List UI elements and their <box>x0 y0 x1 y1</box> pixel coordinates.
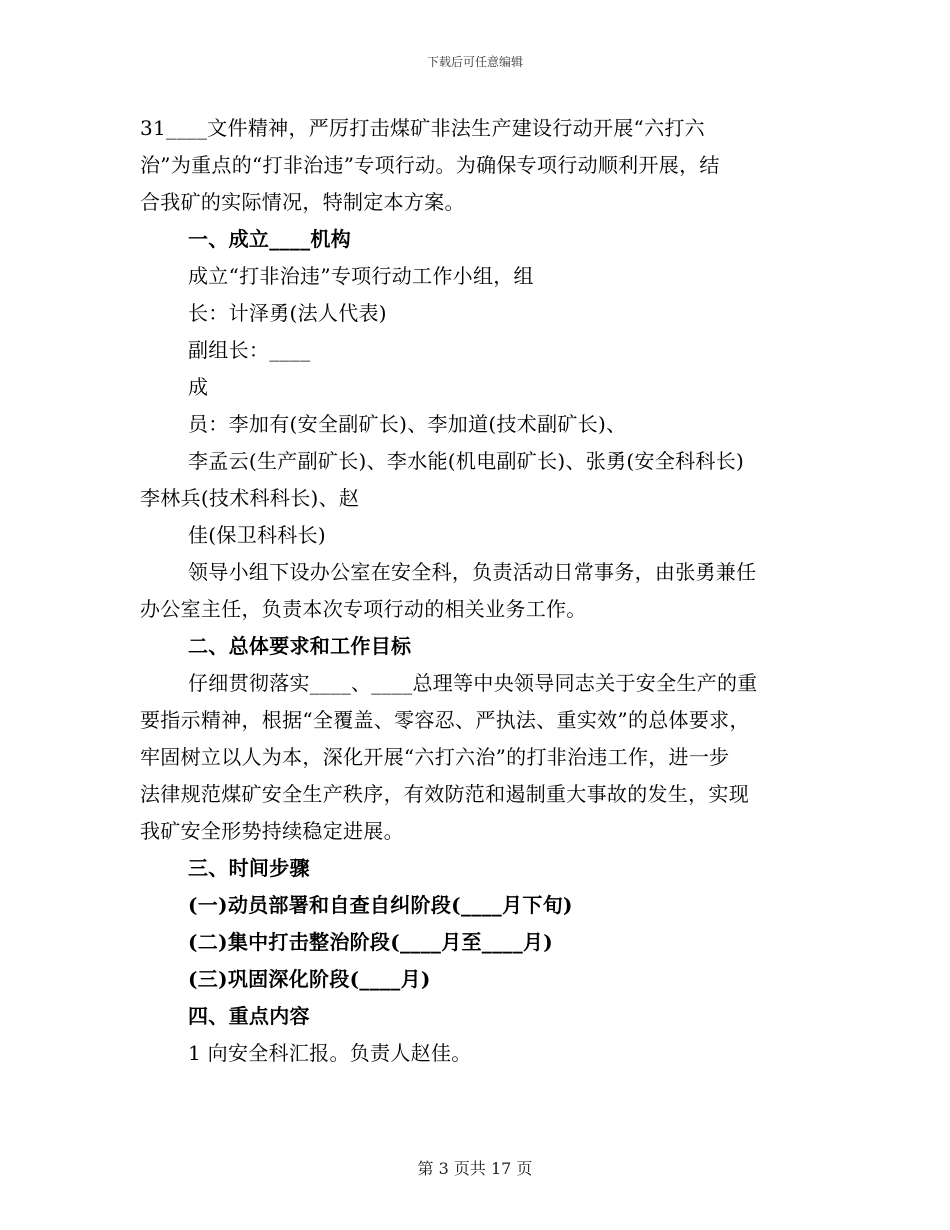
body-line: 1 向安全科汇报。负责人赵佳。 <box>188 1041 472 1065</box>
body-line: 佳(保卫科科长) <box>188 523 327 547</box>
section-heading: 二、总体要求和工作目标 <box>188 634 412 658</box>
body-line: 治”为重点的“打非治违”专项行动。为确保专项行动顺利开展，结 <box>140 153 720 177</box>
body-line: 李孟云(生产副矿长)、李水能(机电副矿长)、张勇(安全科科长) <box>188 449 745 473</box>
section-heading: 四、重点内容 <box>188 1004 310 1028</box>
body-line: 法律规范煤矿安全生产秩序，有效防范和遏制重大事故的发生，实现 <box>140 782 749 806</box>
body-line: 长：计泽勇(法人代表) <box>188 301 387 325</box>
document-body <box>140 110 810 1072</box>
body-line: 成 <box>188 375 209 399</box>
body-line: 要指示精神，根据“全覆盖、零容忍、严执法、重实效”的总体要求， <box>140 708 750 732</box>
body-line: 副组长：____ <box>188 338 311 362</box>
section-heading: 一、成立____机构 <box>188 227 351 251</box>
page-footer: 第 3 页共 17 页 <box>417 1159 533 1178</box>
body-line: 李林兵(技术科科长)、赵 <box>140 486 360 510</box>
subsection-heading: (三)巩固深化阶段(____月) <box>188 967 431 991</box>
body-line: 牢固树立以人为本，深化开展“六打六治”的打非治违工作，进一步 <box>140 745 730 769</box>
body-line: 成立“打非治违”专项行动工作小组，组 <box>188 264 534 288</box>
body-line: 我矿安全形势持续稳定进展。 <box>140 819 404 843</box>
body-line: 合我矿的实际情况，特制定本方案。 <box>140 190 465 214</box>
page-header: 下载后可任意编辑 <box>426 55 523 69</box>
body-line: 员：李加有(安全副矿长)、李加道(技术副矿长)、 <box>188 412 627 436</box>
section-heading: 三、时间步骤 <box>188 856 310 880</box>
body-line: 办公室主任，负责本次专项行动的相关业务工作。 <box>140 597 587 621</box>
body-line: 仔细贯彻落实____、____总理等中央领导同志关于安全生产的重 <box>188 671 758 695</box>
body-line: 31____文件精神，严厉打击煤矿非法生产建设行动开展“六打六 <box>140 116 705 140</box>
subsection-heading: (一)动员部署和自查自纠阶段(____月下旬) <box>188 893 573 917</box>
body-line: 领导小组下设办公室在安全科，负责活动日常事务，由张勇兼任 <box>188 560 757 584</box>
subsection-heading: (二)集中打击整治阶段(____月至____月) <box>188 930 554 954</box>
